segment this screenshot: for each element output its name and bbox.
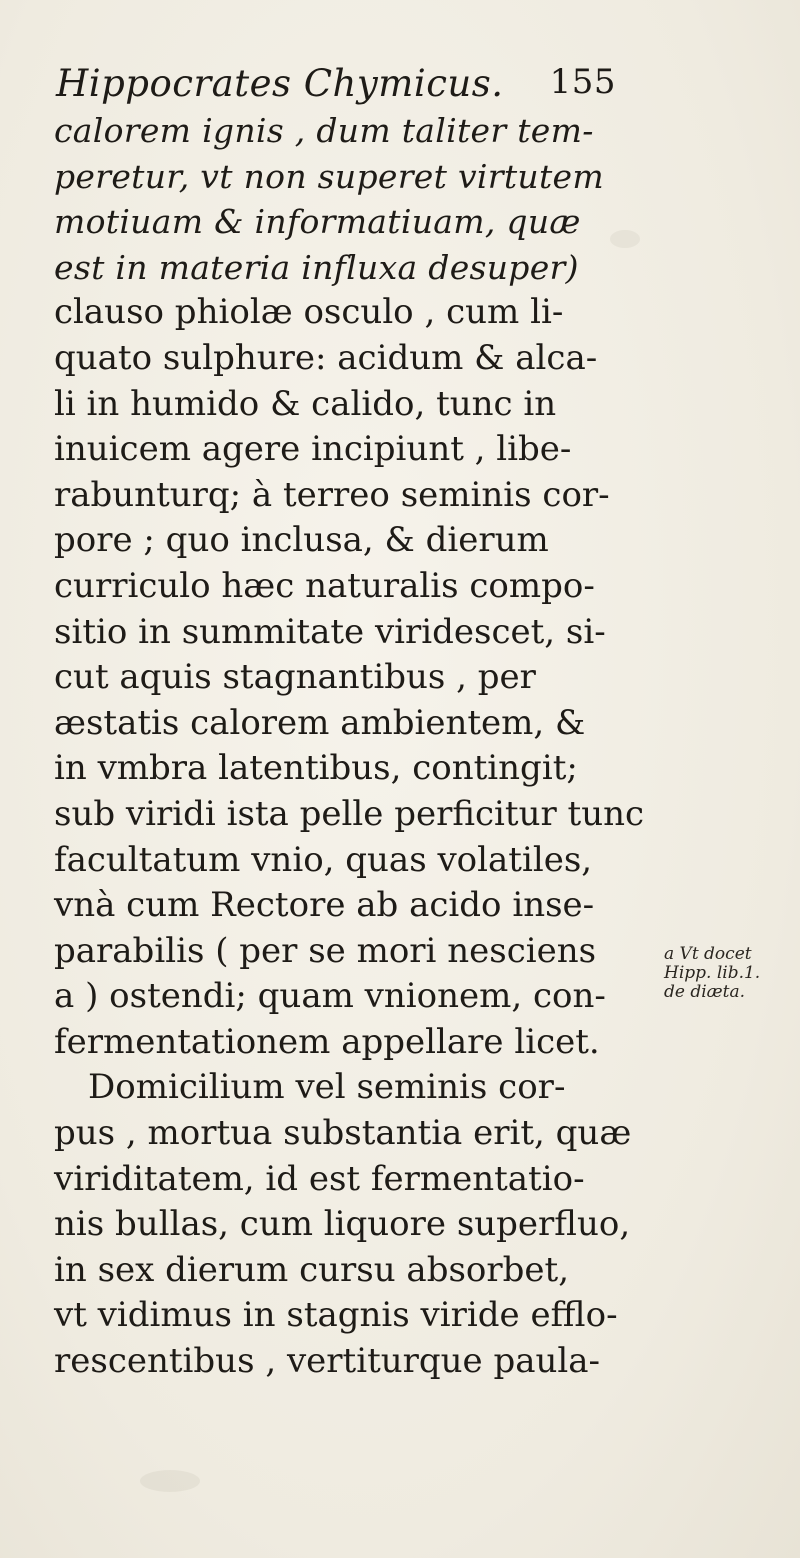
body-text — [54, 108, 645, 1385]
text-line: a ) ostendi; quam vnionem, con- — [54, 976, 606, 1017]
marginal-note-line: a Vt docet — [664, 944, 752, 964]
text-line: viriditatem, id est fermentatio- — [54, 1158, 585, 1199]
text-line: curriculo hæc naturalis compo- — [54, 565, 595, 606]
text-line: vnà cum Rectore ab acido inse- — [54, 885, 595, 926]
text-line: est in materia influxa desuper) — [54, 247, 579, 287]
marginal-note — [664, 945, 794, 1002]
marginal-note-line: Hipp. lib.1. — [664, 963, 761, 983]
text-line: inuicem agere incipiunt , libe- — [54, 429, 572, 470]
text-line: quato sulphure: acidum & alca- — [54, 337, 598, 378]
text-line: rabunturq; à terreo seminis cor- — [54, 474, 610, 515]
text-line: sitio in summitate viridescet, si- — [54, 611, 606, 652]
text-line: cut aquis stagnantibus , per — [54, 657, 536, 698]
paper-stain — [140, 1470, 200, 1492]
text-line: calorem ignis , dum taliter tem- — [54, 111, 594, 150]
text-line: clauso phiolæ osculo , cum li- — [54, 292, 564, 333]
text-line: rescentibus , vertiturque paula- — [54, 1341, 601, 1382]
text-line: fermentationem appellare licet. — [54, 1021, 600, 1062]
page-number: 155 — [549, 62, 616, 102]
marginal-note-line: de diæta. — [664, 982, 746, 1002]
text-line: facultatum vnio, quas volatiles, — [54, 839, 593, 880]
text-line: pus , mortua substantia erit, quæ — [54, 1113, 632, 1154]
paragraph-start-line: Domicilium vel seminis cor- — [88, 1067, 566, 1108]
text-line: vt vidimus in stagnis viride efflo- — [54, 1295, 618, 1336]
text-line: nis bullas, cum liquore superfluo, — [54, 1204, 631, 1245]
running-head — [56, 62, 616, 106]
text-line: parabilis ( per se mori nesciens — [54, 930, 597, 971]
text-line: peretur, vt non superet virtutem — [54, 156, 604, 196]
text-line: æstatis calorem ambientem, & — [54, 702, 586, 743]
running-head-title: Hippocrates Chymicus. — [56, 62, 504, 105]
text-line: motiuam & informatiuam, quæ — [54, 202, 581, 242]
text-line: sub viridi ista pelle perficitur tunc — [54, 793, 645, 834]
text-line: li in humido & calido, tunc in — [54, 383, 557, 424]
text-line: pore ; quo inclusa, & dierum — [54, 520, 549, 561]
text-line: in sex dierum cursu absorbet, — [54, 1249, 569, 1290]
text-line: in vmbra latentibus, contingit; — [54, 748, 578, 789]
